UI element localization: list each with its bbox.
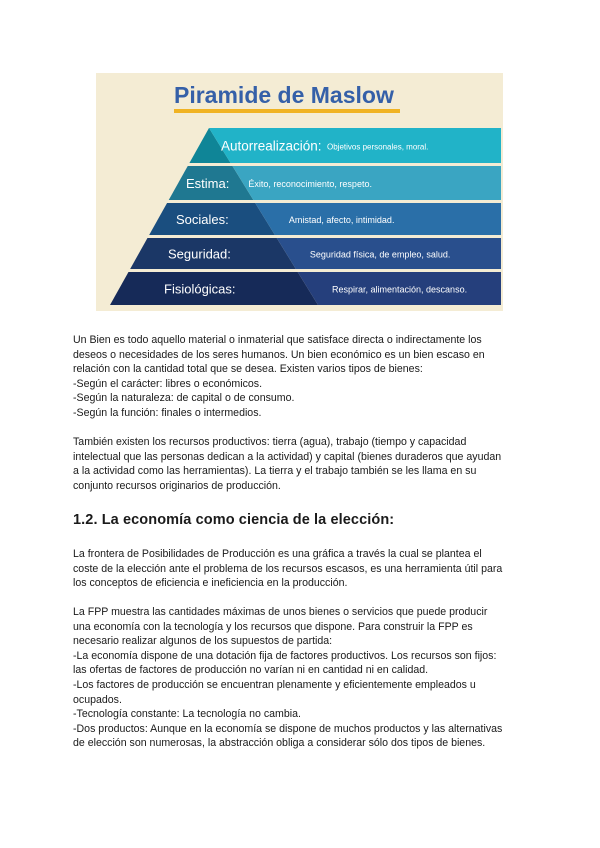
text-line: de elección son numerosas, la abstracción obliga a considerar sólo dos tipos de bienes. (73, 737, 486, 750)
text-line: coste de la elección ante el problema de los recursos escasos, es una herramienta útil para (73, 562, 503, 575)
pyramid-level-name: Autorrealización: (221, 138, 322, 154)
text-line: una economía con la tecnología y los recursos que dispone. Para construir la FPP es (73, 620, 473, 633)
text-line: -La economía dispone de una dotación fija de factores productivos. Los recursos son fijos: (73, 649, 497, 662)
text-line: los conceptos de eficiencia e ineficiencia en la producción. (73, 577, 348, 590)
text-line: También existen los recursos productivos: tierra (agua), trabajo (tiempo y capacidad (73, 436, 467, 448)
pyramid-level-name: Sociales: (176, 212, 229, 227)
text-line: deseos o necesidades de los seres humanos. Un bien económico es un bien escaso en (73, 348, 485, 361)
text-line: La FPP muestra las cantidades máximas de unos bienes o servicios que puede producir (73, 606, 488, 618)
pyramid-level-description: Objetivos personales, moral. (327, 142, 429, 152)
section-heading: 1.2. La economía como ciencia de la elección: (73, 512, 395, 528)
text-line: -Según el carácter: libres o económicos. (73, 377, 263, 390)
paragraph-bienes (73, 333, 533, 421)
title-underline (174, 109, 400, 113)
text-line: las ofertas de factores de producción no varían ni en cantidad ni en calidad. (73, 664, 429, 677)
text-line: -Según la función: finales o intermedios. (73, 406, 262, 419)
text-line: conjunto recursos originarios de producción. (73, 479, 281, 492)
pyramid-level-name: Estima: (186, 176, 230, 191)
pyramid-level-description: Respirar, alimentación, descanso. (332, 284, 468, 295)
pyramid-svg (96, 73, 503, 311)
text-line: ocupados. (73, 693, 122, 706)
text-line: -Dos productos: Aunque en la economía se dispone de muchos productos y las alternativas (73, 722, 503, 735)
text-line: a la actividad como las herramientas). La tierra y el trabajo también se les llama en su (73, 465, 477, 478)
text-line: Un Bien es todo aquello material o inmaterial que satisface directa o indirectamente los (73, 334, 482, 346)
text-line: La frontera de Posibilidades de Producción es una gráfica a través la cual se plantea el (73, 548, 482, 560)
pyramid-level-description: Éxito, reconocimiento, respeto. (248, 179, 372, 189)
text-line: necesario realizar algunos de los supuestos de partida: (73, 635, 333, 648)
maslow-pyramid-figure (96, 73, 503, 311)
figure-title: Piramide de Maslow (174, 82, 394, 108)
paragraph-fpp-intro (73, 547, 533, 591)
text-line: -Los factores de producción se encuentran plenamente y eficientemente empleados u (73, 678, 476, 691)
paragraph-fpp-supuestos (73, 605, 533, 751)
pyramid-level-description: Amistad, afecto, intimidad. (288, 215, 395, 225)
text-line: relación con la cantidad total que se desea. Existen varios tipos de bienes: (73, 363, 423, 376)
paragraph-recursos (73, 435, 533, 493)
text-line: intelectual que las personas dedican a la actividad) y capital (bienes duraderos que ayudan (73, 450, 502, 463)
pyramid-level-description: Seguridad física, de empleo, salud. (309, 249, 451, 260)
text-line: -Según la naturaleza: de capital o de consumo. (73, 392, 295, 405)
text-line: -Tecnología constante: La tecnología no cambia. (73, 708, 301, 721)
pyramid-level-name: Seguridad: (168, 246, 231, 262)
pyramid-level-name: Fisiológicas: (164, 281, 236, 297)
